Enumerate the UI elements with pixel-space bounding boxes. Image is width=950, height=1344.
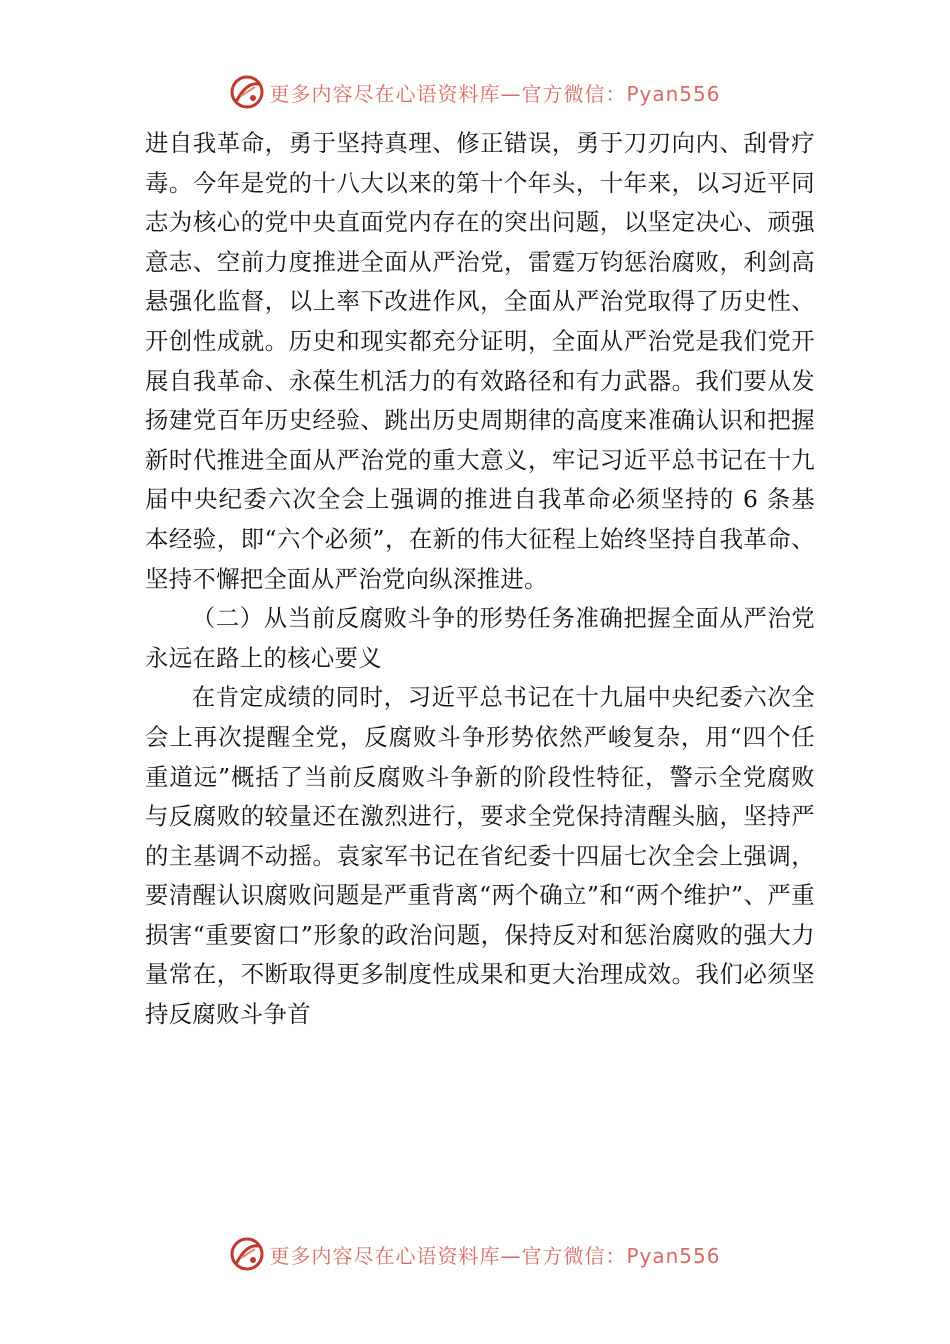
paragraph: 在肯定成绩的同时，习近平总书记在十九届中央纪委六次全会上再次提醒全党，反腐败斗争形势依然严峻复杂，用“四个任重道远”概括了当前反腐败斗争新的阶段性特征，警示全党腐败与反腐败的较量还在激烈进行，要求全党保持清醒头脑，坚持严的主基调不动摇。袁家军书记在省纪委十四届七次全会上强调，要清醒认识腐败问题是严重背离“两个确立”和“两个维护”、严重损害“重要窗口”形象的政治问题，保持反对和惩治腐败的强大力量常在，不断取得更多制度性成果和更大治理成效。我们必须坚持反腐败斗争首	[145, 683, 815, 1029]
section-heading: （二）从当前反腐败斗争的形势任务准确把握全面从严治党永远在路上的核心要义	[145, 604, 815, 672]
footer-banner	[0, 1232, 950, 1276]
logo-icon	[229, 74, 265, 110]
paragraph: 进自我革命，勇于坚持真理、修正错误，勇于刀刃向内、刮骨疗毒。今年是党的十八大以来的第十个年头，十年来，以习近平同志为核心的党中央直面党内存在的突出问题，以坚定决心、顽强意志、空前力度推进全面从严治党，雷霆万钧惩治腐败，利剑高悬强化监督，以上率下改进作风，全面从严治党取得了历史性、开创性成就。历史和现实都充分证明，全面从严治党是我们党开展自我革命、永葆生机活力的有效路径和有力武器。我们要从发扬建党百年历史经验、跳出历史周期律的高度来准确认识和把握新时代推进全面从严治党的重大意义，牢记习近平总书记在十九届中央纪委六次全会上强调的推进自我革命必须坚持的 6 条基本经验，即“六个必须”，在新的伟大征程上始终坚持自我革命、坚持不懈把全面从严治党向纵深推进。	[145, 129, 815, 593]
banner-text: 更多内容尽在心语资料库—官方微信：Pyan556	[269, 1243, 721, 1268]
header-banner	[0, 70, 950, 114]
banner-text: 更多内容尽在心语资料库—官方微信：Pyan556	[269, 81, 721, 106]
logo-icon	[229, 1236, 265, 1272]
document-body	[145, 124, 815, 1035]
